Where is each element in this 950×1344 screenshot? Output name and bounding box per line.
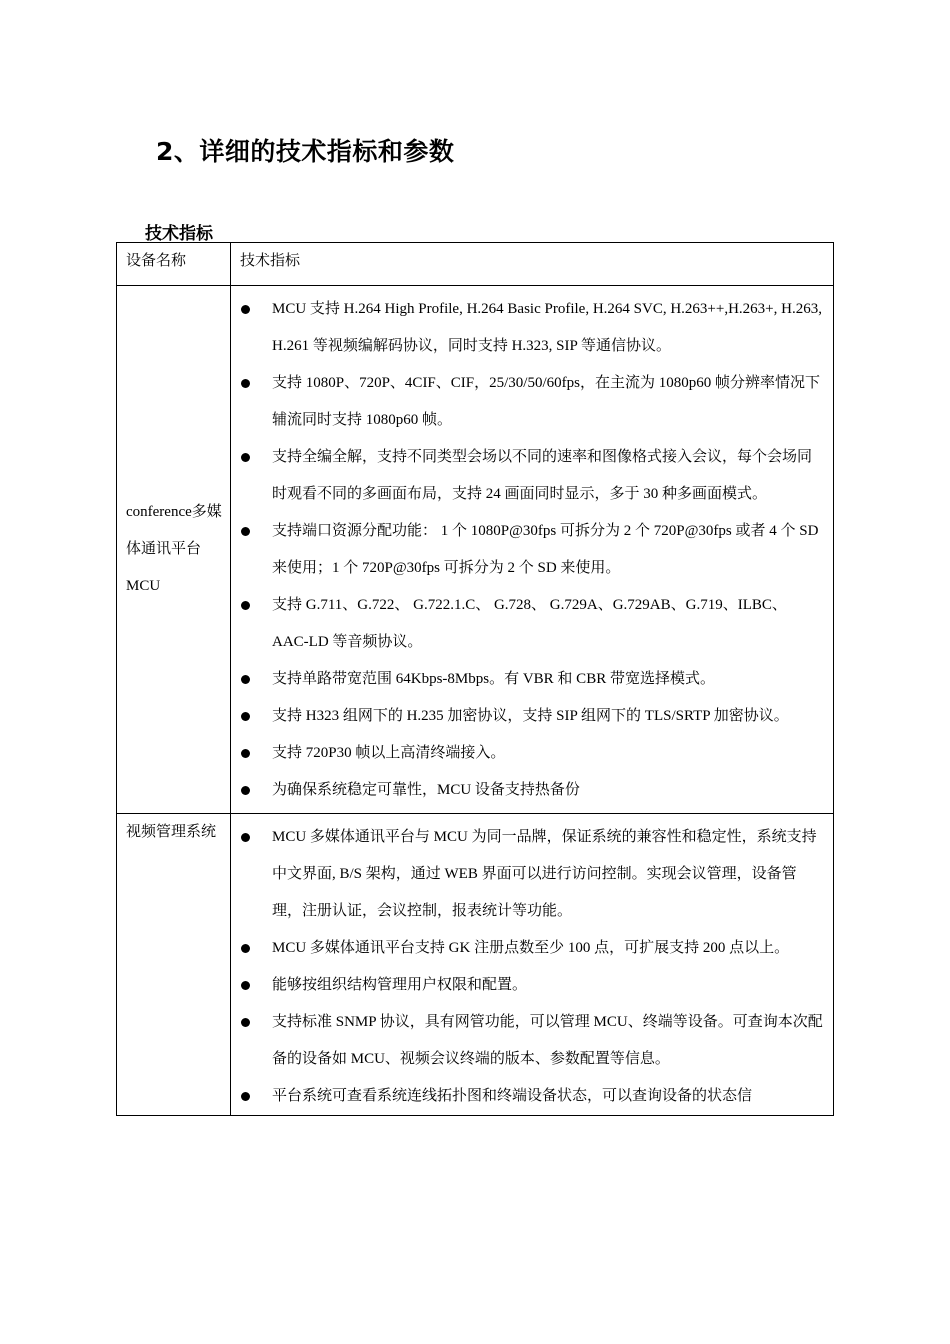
list-item: 支持单路带宽范围 64Kbps-8Mbps。有 VBR 和 CBR 带宽选择模式。 xyxy=(231,661,823,698)
section-heading: 2、详细的技术指标和参数 xyxy=(156,137,455,166)
list-item: MCU 多媒体通讯平台与 MCU 为同一品牌，保证系统的兼容性和稳定性，系统支持中文界面, B/S 架构，通过 WEB 界面可以进行访问控制。实现会议管理，设备管理，注册认证，会议控制，报表统计等功能。 xyxy=(231,819,823,930)
device-cell xyxy=(117,814,231,1116)
list-item: 平台系统可查看系统连线拓扑图和终端设备状态，可以查询设备的状态信 xyxy=(231,1078,823,1115)
list-item: 为确保系统稳定可靠性，MCU 设备支持热备份 xyxy=(231,772,823,809)
spec-cell xyxy=(231,286,834,814)
list-item: 支持 H323 组网下的 H.235 加密协议，支持 SIP 组网下的 TLS/SRTP 加密协议。 xyxy=(231,698,823,735)
spec-list xyxy=(231,286,833,813)
spec-table xyxy=(116,242,834,1116)
list-item: 支持 720P30 帧以上高清终端接入。 xyxy=(231,735,823,772)
device-name: conference多媒体通讯平台MCU xyxy=(126,504,222,594)
list-item: 支持标准 SNMP 协议，具有网管功能，可以管理 MCU、终端等设备。可查询本次配备的设备如 MCU、视频会议终端的版本、参数配置等信息。 xyxy=(231,1004,823,1078)
table-row xyxy=(117,814,834,1116)
list-item: 支持 1080P、720P、4CIF、CIF，25/30/50/60fps，在主流为 1080p60 帧分辨率情况下辅流同时支持 1080p60 帧。 xyxy=(231,365,823,439)
list-item: 支持全编全解，支持不同类型会场以不同的速率和图像格式接入会议，每个会场同时观看不同的多画面布局，支持 24 画面同时显示，多于 30 种多画面模式。 xyxy=(231,439,823,513)
list-item: MCU 多媒体通讯平台支持 GK 注册点数至少 100 点，可扩展支持 200 点以上。 xyxy=(231,930,823,967)
spec-cell xyxy=(231,814,834,1116)
list-item: 能够按组织结构管理用户权限和配置。 xyxy=(231,967,823,1004)
header-cell-device: 设备名称 xyxy=(117,243,231,286)
list-item: 支持端口资源分配功能： 1 个 1080P@30fps 可拆分为 2 个 720P@30fps 或者 4 个 SD 来使用；1 个 720P@30fps 可拆分为 2 个 SD 来使用。 xyxy=(231,513,823,587)
table-row xyxy=(117,286,834,814)
table-header-row xyxy=(117,243,834,286)
spec-list xyxy=(231,814,833,1115)
device-name: 视频管理系统 xyxy=(126,824,217,840)
device-cell xyxy=(117,286,231,814)
list-item: MCU 支持 H.264 High Profile, H.264 Basic Profile, H.264 SVC, H.263++,H.263+, H.263, H.261 等视频编解码协议，同时支持 H.323, SIP 等通信协议。 xyxy=(231,291,823,365)
header-cell-spec: 技术指标 xyxy=(231,243,834,286)
table-caption: 技术指标 xyxy=(145,224,213,244)
list-item: 支持 G.711、G.722、 G.722.1.C、 G.728、 G.729A、G.729AB、G.719、ILBC、 AAC-LD 等音频协议。 xyxy=(231,587,823,661)
